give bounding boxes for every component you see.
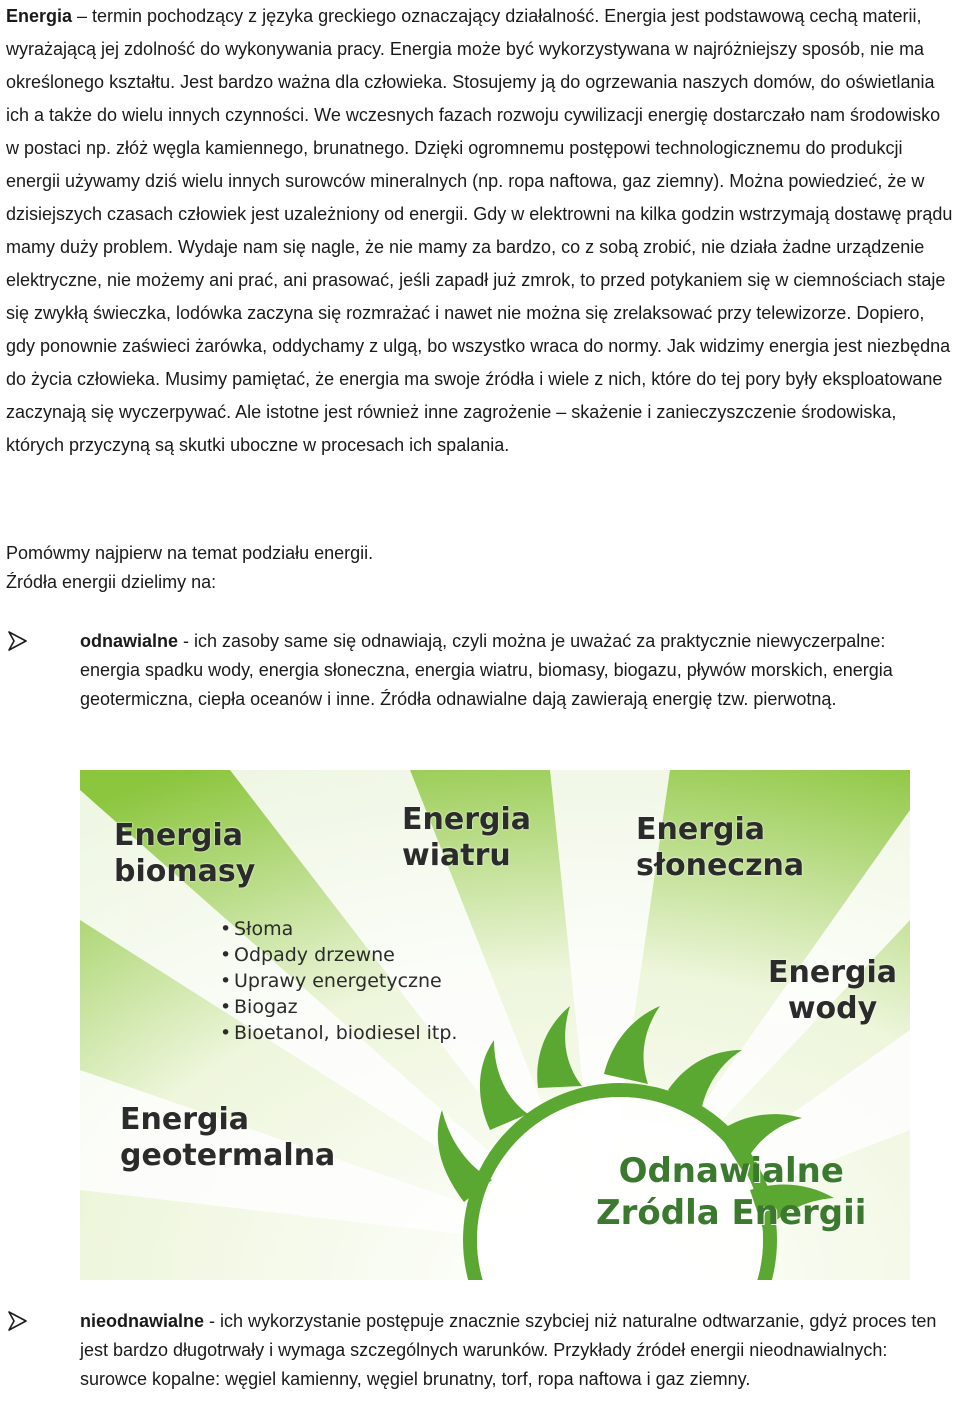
bullet-renewable-desc: - ich zasoby same się odnawiają, czyli można je uważać za praktycznie niewyczerpalne: energia spadku wody, energia słoneczna, energia wiatru, biomasy, biogazu, pływów morskich, energia geotermiczna, ciepła oceanów i inne. Źródła odnawialne dają zawierają energię tzw. pierwotną. xyxy=(80,631,893,709)
intro-dash: – xyxy=(72,6,93,26)
bullet-nonrenewable-desc: - ich wykorzystanie postępuje znacznie szybciej niż naturalne odtwarzanie, gdyż proces ten jest bardzo długotrwały i wymaga szczególnych warunków. Przykłady źródeł energii nieodnawialnych: surowce kopalne: węgiel kamienny, węgiel brunatny, torf, ropa naftowa i gaz ziemny. xyxy=(80,1311,937,1389)
biomass-list-item: • Uprawy energetyczne xyxy=(220,968,457,994)
label-energia-wody: Energia wody xyxy=(768,955,897,1026)
bullet-renewable-term: odnawialne xyxy=(80,631,179,651)
bullet-renewable-text xyxy=(80,627,950,714)
label-energia-biomasy: Energia biomasy xyxy=(114,818,256,889)
bullet-renewable xyxy=(6,627,946,747)
biomass-list-item: • Bioetanol, biodiesel itp. xyxy=(220,1020,457,1046)
renewable-energy-infographic xyxy=(80,770,910,1280)
label-energia-wiatru: Energia wiatru xyxy=(402,802,531,873)
section-intro xyxy=(6,539,946,597)
label-energia-sloneczna: Energia słoneczna xyxy=(636,812,805,883)
biomass-list xyxy=(220,916,457,1046)
bullet-nonrenewable xyxy=(6,1307,946,1422)
bullet-nonrenewable-term: nieodnawialne xyxy=(80,1311,205,1331)
intro-paragraph xyxy=(6,0,956,462)
term-energia: Energia xyxy=(6,6,73,26)
label-energia-geotermalna: Energia geotermalna xyxy=(120,1102,336,1173)
biomass-list-item: • Odpady drzewne xyxy=(220,942,457,968)
section-line-1: Pomówmy najpierw na temat podziału energii. xyxy=(6,543,374,563)
biomass-list-item: • Biogaz xyxy=(220,994,457,1020)
intro-body: termin pochodzący z języka greckiego oznaczający działalność. Energia jest podstawową cechą materii, wyrażającą jej zdolność do wykonywania pracy. Energia może być wykorzystywana w najróżniejszy sposób, nie ma określonego kształtu. Jest bardzo ważna dla człowieka. Stosujemy ją do ogrzewania naszych domów, do oświetlania ich a także do wielu innych czynności. We wczesnych fazach rozwoju cywilizacji energię dostarczało nam środowisko w postaci np. złóż węgla kamiennego, brunatnego. Dzięki ogromnemu postępowi technologicznemu do produkcji energii używamy dziś wielu innych surowców mineralnych (np. ropa naftowa, gaz ziemny). Można powiedzieć, że w dzisiejszych czasach człowiek jest uzależniony od energii. Gdy w elektrowni na kilka godzin wstrzymają dostawę prądu mamy duży problem. Wydaje nam się nagle, że nie mamy za bardzo, co z sobą zrobić, nie działa żadne urządzenie elektryczne, nie możemy ani prać, ani prasować, jeśli zapadł już zmrok, to przed potykaniem się w ciemnościach staje się zwykłą świeczka, lodówka zaczyna się rozmrażać i nawet nie można się zrelaksować przy telewizorze. Dopiero, gdy ponownie zaświeci żarówka, oddychamy z ulgą, bo wszystko wraca do normy. Jak widzimy energia jest niezbędna do życia człowieka. Musimy pamiętać, że energia ma swoje źródła i wiele z nich, które do tej pory były eksploatowane zaczynają się wyczerpywać. Ale istotne jest również inne zagrożenie – skażenie i zanieczyszczenie środowiska, których przyczyną są skutki uboczne w procesach ich spalania. xyxy=(6,6,953,455)
label-odnawialne-zrodla: Odnawialne Zródla Energii xyxy=(596,1151,867,1233)
section-line-2: Źródła energii dzielimy na: xyxy=(6,572,217,592)
biomass-list-item: • Słoma xyxy=(220,916,457,942)
arrow-bullet-icon xyxy=(6,1309,30,1333)
arrow-bullet-icon xyxy=(6,629,30,653)
bullet-nonrenewable-text xyxy=(80,1307,950,1394)
